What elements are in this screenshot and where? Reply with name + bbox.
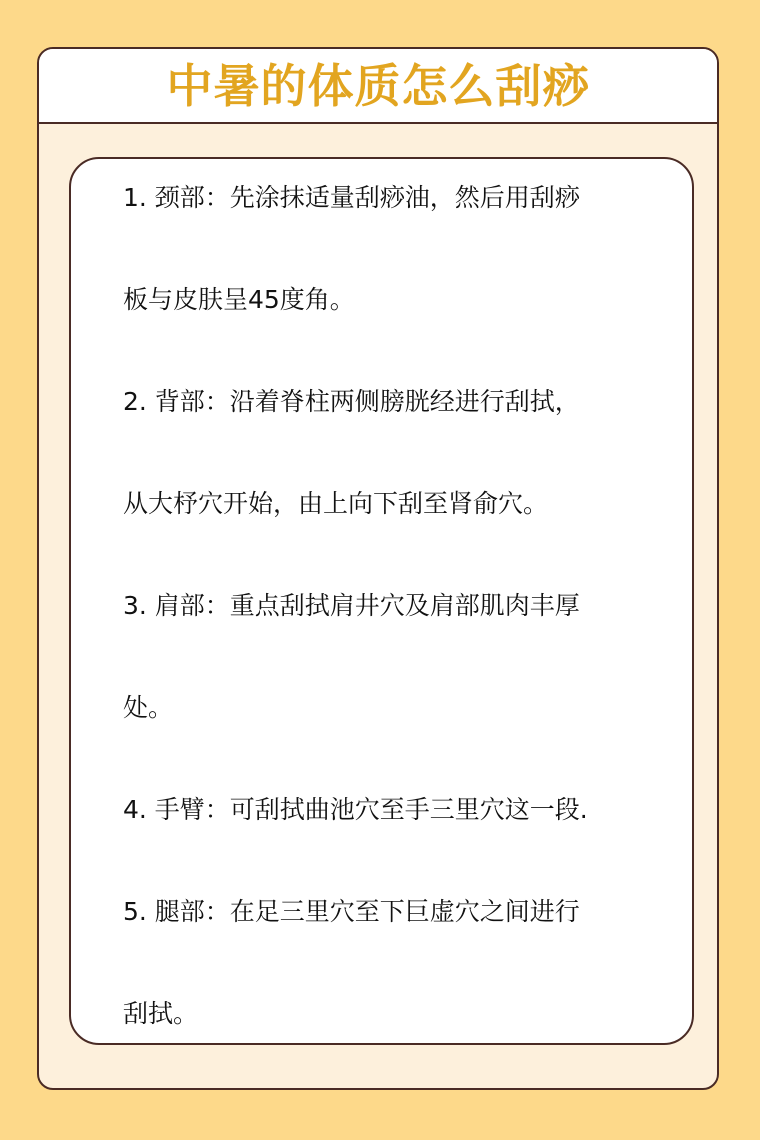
- text-line-leg-1: 5. 腿部：在足三里穴至下巨虚穴之间进行: [123, 897, 580, 926]
- info-card: [37, 47, 719, 1090]
- text-line-leg-2: 刮拭。: [123, 999, 199, 1028]
- page-title: 中暑的体质怎么刮痧: [166, 58, 590, 113]
- text-line-shoulder-2: 处。: [123, 693, 174, 722]
- text-line-neck-1: 1. 颈部：先涂抹适量刮痧油，然后用刮痧: [123, 183, 580, 212]
- text-line-neck-2: 板与皮肤呈45度角。: [123, 285, 355, 314]
- text-line-back-1: 2. 背部：沿着脊柱两侧膀胱经进行刮拭，: [123, 387, 580, 416]
- text-line-shoulder-1: 3. 肩部：重点刮拭肩井穴及肩部肌肉丰厚: [123, 591, 580, 620]
- text-line-back-2: 从大杼穴开始，由上向下刮至肾俞穴。: [123, 489, 549, 518]
- content-box: [69, 157, 694, 1045]
- text-line-arm: 4. 手臂：可刮拭曲池穴至手三里穴这一段.: [123, 795, 588, 824]
- card-header: [39, 49, 717, 124]
